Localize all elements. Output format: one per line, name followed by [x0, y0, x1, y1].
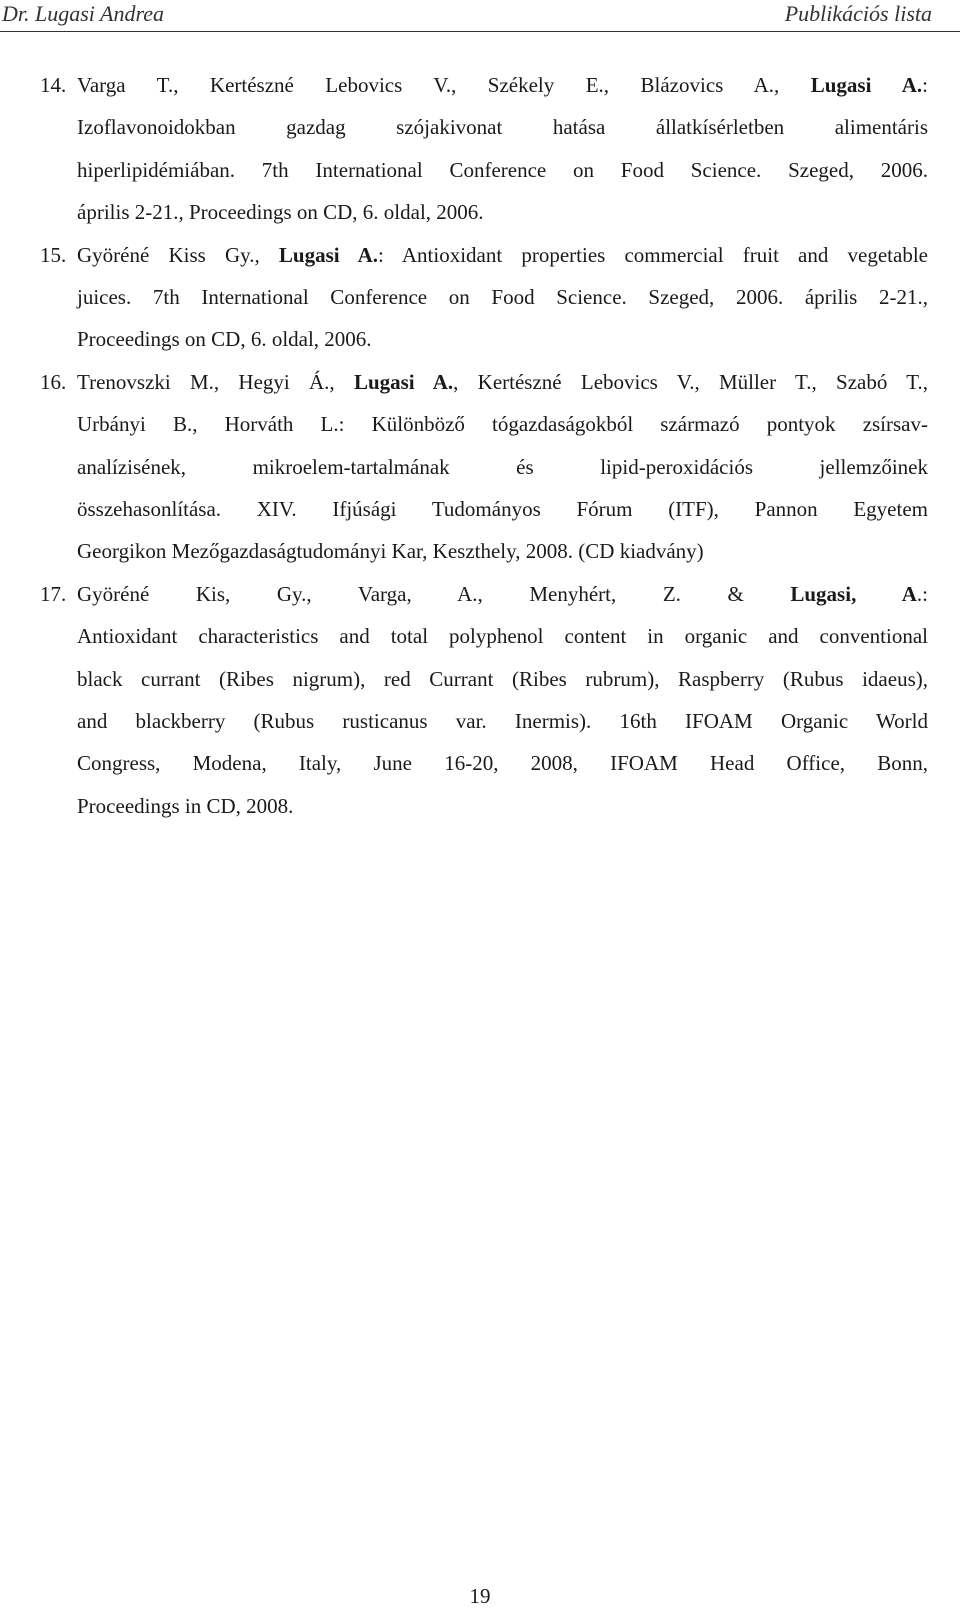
- entry-text: összehasonlítása. XIV. Ifjúsági Tudományos Fórum (ITF), Pannon Egyetem: [77, 497, 928, 521]
- page-header: [0, 0, 960, 32]
- header-title: Publikációs lista: [784, 1, 932, 26]
- entry-text: :: [922, 73, 929, 97]
- entry-number: 16.: [40, 369, 67, 394]
- entry-text: Varga T., Kertészné Lebovics V., Székely E., Blázovics A.,: [77, 73, 811, 97]
- entry-line: [77, 276, 928, 318]
- entry-text: Antioxidant characteristics and total polyphenol content in organic and conventional: [77, 624, 928, 649]
- author-highlight: Lugasi A.: [353, 369, 454, 394]
- entry-line: [77, 64, 928, 106]
- entry-text: hiperlipidémiában. 7th International Conference on Food Science. Szeged, 2006.: [77, 157, 928, 182]
- entry-line: [77, 742, 928, 784]
- entry-text: Georgikon Mezőgazdaságtudományi Kar, Keszthely, 2008. (CD kiadvány): [77, 539, 704, 564]
- entry-line: [77, 191, 928, 233]
- header-author: Dr. Lugasi Andrea: [2, 1, 164, 26]
- entry-text: Proceedings on CD, 6. oldal, 2006.: [77, 327, 372, 352]
- entry-text: Trenovszki M., Hegyi Á.,: [77, 369, 354, 394]
- entry-line: [77, 573, 928, 615]
- entry-line: [77, 149, 928, 191]
- entry-line: [77, 785, 928, 827]
- entry-line: [77, 106, 928, 148]
- entry-text: Congress, Modena, Italy, June 16-20, 2008, IFOAM Head Office, Bonn,: [77, 751, 928, 776]
- author-highlight: Lugasi, A: [790, 581, 917, 606]
- entry-line: [77, 615, 928, 657]
- entry-line: [77, 318, 928, 360]
- entry-number: 14.: [40, 73, 67, 97]
- entry-number: 15.: [40, 242, 67, 267]
- entry-line: [77, 530, 928, 572]
- entry-line: [77, 700, 928, 742]
- entry-line: [77, 488, 928, 530]
- entry-text: juices. 7th International Conference on Food Science. Szeged, 2006. április 2-21.,: [77, 285, 928, 309]
- entry-text: Urbányi B., Horváth L.: Különböző tógazdaságokból származó pontyok zsírsav-: [77, 412, 928, 437]
- entry-line: [77, 658, 928, 700]
- entry-text: Izoflavonoidokban gazdag szójakivonat hatása állatkísérletben alimentáris: [77, 115, 928, 140]
- entry-line: [77, 446, 928, 488]
- page-number: 19: [469, 1584, 491, 1608]
- entry-line: [77, 403, 928, 445]
- entry-text: Györéné Kis, Gy., Varga, A., Menyhért, Z. &: [77, 581, 791, 606]
- author-highlight: Lugasi A.: [810, 73, 923, 97]
- entry-text: : Antioxidant properties commercial fruit and vegetable: [378, 242, 928, 267]
- entry-text: április 2-21., Proceedings on CD, 6. oldal, 2006.: [77, 200, 484, 225]
- entry-text: analízisének, mikroelem-tartalmának és lipid-peroxidációs jellemzőinek: [77, 454, 928, 479]
- entry-text: .:: [916, 581, 928, 606]
- author-highlight: Lugasi A.: [278, 242, 379, 267]
- entry-line: [77, 234, 928, 276]
- entry-text: Proceedings in CD, 2008.: [77, 793, 294, 818]
- entry-text: Györéné Kiss Gy.,: [77, 242, 279, 267]
- entry-line: [77, 361, 928, 403]
- entry-text: , Kertészné Lebovics V., Müller T., Szabó T.,: [453, 369, 928, 394]
- entry-number: 17.: [40, 581, 67, 606]
- entry-text: and blackberry (Rubus rusticanus var. Inermis). 16th IFOAM Organic World: [77, 709, 928, 733]
- entry-text: black currant (Ribes nigrum), red Currant (Ribes rubrum), Raspberry (Rubus idaeus),: [77, 666, 928, 691]
